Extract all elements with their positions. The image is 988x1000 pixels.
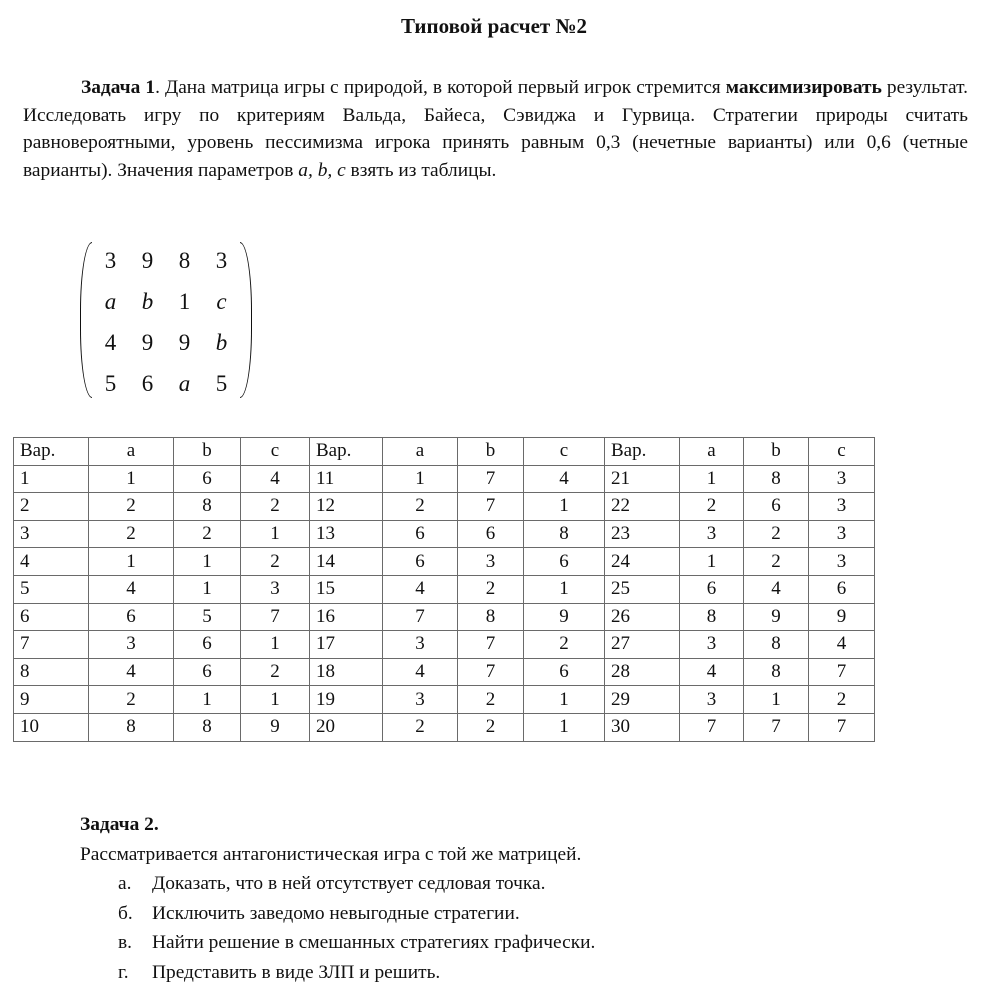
table-cell: 1 [241, 631, 310, 659]
table-cell: 12 [310, 493, 383, 521]
table-row [14, 520, 875, 548]
table-cell: 3 [680, 631, 744, 659]
table-cell: 8 [680, 603, 744, 631]
list-item [80, 928, 595, 958]
table-cell: 1 [14, 465, 89, 493]
matrix-cell: 3 [215, 247, 228, 273]
table-cell: 11 [310, 465, 383, 493]
variants-table [13, 437, 875, 742]
table-cell: 6 [383, 548, 458, 576]
table-cell: 1 [383, 465, 458, 493]
table-cell: 1 [524, 493, 605, 521]
table-cell: 6 [14, 603, 89, 631]
table-row [14, 658, 875, 686]
table-cell: 8 [524, 520, 605, 548]
table-cell: 8 [174, 713, 241, 741]
matrix-cell: 4 [104, 329, 117, 355]
table-cell: 2 [89, 493, 174, 521]
table-cell: 3 [14, 520, 89, 548]
table-cell: 2 [89, 520, 174, 548]
table-cell: 28 [605, 658, 680, 686]
table-cell: 9 [14, 686, 89, 714]
table-cell: 6 [680, 575, 744, 603]
column-header: Вар. [310, 438, 383, 466]
table-cell: 8 [89, 713, 174, 741]
list-marker: а. [118, 873, 132, 894]
task1-paragraph [23, 74, 968, 184]
table-cell: 1 [174, 686, 241, 714]
list-item [80, 958, 595, 988]
table-cell: 7 [458, 631, 524, 659]
table-cell: 6 [383, 520, 458, 548]
table-cell: 7 [744, 713, 809, 741]
list-item [80, 899, 595, 929]
table-cell: 2 [458, 713, 524, 741]
table-cell: 2 [809, 686, 875, 714]
table-cell: 7 [14, 631, 89, 659]
table-cell: 5 [14, 575, 89, 603]
table-cell: 5 [174, 603, 241, 631]
task1-text-2: результат. Исследовать игру по критериям Вальда, Байеса, Сэвиджа и Гурвица. Стратегии природы считать равновероятными, уровень пессимизма игрока принять равным 0,3 (нечетные варианты) или 0,6 (четные варианты). Значения параметров [23, 77, 968, 181]
table-cell: 30 [605, 713, 680, 741]
list-item [80, 869, 595, 899]
matrix-cell: 9 [141, 247, 154, 273]
table-cell: 2 [174, 520, 241, 548]
table-cell: 20 [310, 713, 383, 741]
table-row [14, 603, 875, 631]
table-cell: 8 [744, 465, 809, 493]
table-cell: 7 [809, 713, 875, 741]
table-cell: 19 [310, 686, 383, 714]
task2-intro: Рассматривается антагонистическая игра с той же матрицей. [80, 843, 582, 865]
table-cell: 4 [680, 658, 744, 686]
table-cell: 9 [524, 603, 605, 631]
table-cell: 1 [89, 465, 174, 493]
task2-label: Задача 2. [80, 814, 159, 835]
table-cell: 26 [605, 603, 680, 631]
table-cell: 1 [680, 465, 744, 493]
list-text: Представить в виде ЗЛП и решить. [152, 961, 441, 983]
table-cell: 2 [458, 575, 524, 603]
table-cell: 1 [680, 548, 744, 576]
list-marker: в. [118, 932, 133, 953]
table-cell: 3 [383, 631, 458, 659]
table-cell: 4 [14, 548, 89, 576]
table-cell: 2 [241, 658, 310, 686]
table-cell: 4 [744, 575, 809, 603]
table-row [14, 713, 875, 741]
table-row [14, 686, 875, 714]
column-header: a [89, 438, 174, 466]
table-cell: 1 [174, 575, 241, 603]
task1-emphasis: максимизировать [725, 77, 882, 98]
table-cell: 3 [89, 631, 174, 659]
table-header-row [14, 438, 875, 466]
table-cell: 18 [310, 658, 383, 686]
table-cell: 1 [89, 548, 174, 576]
table-cell: 3 [680, 686, 744, 714]
matrix-cell: 9 [141, 329, 154, 355]
list-text: Доказать, что в ней отсутствует седловая точка. [152, 873, 546, 894]
table-cell: 4 [383, 575, 458, 603]
table-cell: 9 [809, 603, 875, 631]
table-cell: 3 [809, 493, 875, 521]
table-cell: 8 [458, 603, 524, 631]
table-cell: 7 [458, 465, 524, 493]
table-cell: 17 [310, 631, 383, 659]
matrix-cell: 8 [178, 247, 191, 273]
matrix-cell: 5 [104, 370, 117, 396]
table-cell: 27 [605, 631, 680, 659]
matrix-cell: a [104, 288, 117, 314]
matrix-grid [92, 240, 240, 404]
table-cell: 2 [458, 686, 524, 714]
table-cell: 3 [458, 548, 524, 576]
table-cell: 6 [174, 658, 241, 686]
table-cell: 22 [605, 493, 680, 521]
table-cell: 3 [383, 686, 458, 714]
table-cell: 3 [241, 575, 310, 603]
table-cell: 4 [89, 658, 174, 686]
table-cell: 6 [89, 603, 174, 631]
table-cell: 6 [744, 493, 809, 521]
table-row [14, 631, 875, 659]
table-row [14, 548, 875, 576]
column-header: c [809, 438, 875, 466]
table-cell: 21 [605, 465, 680, 493]
matrix-cell: 5 [215, 370, 228, 396]
table-cell: 23 [605, 520, 680, 548]
table-cell: 9 [241, 713, 310, 741]
table-cell: 8 [744, 631, 809, 659]
table-cell: 7 [809, 658, 875, 686]
table-cell: 6 [809, 575, 875, 603]
table-cell: 7 [241, 603, 310, 631]
table-cell: 13 [310, 520, 383, 548]
table-cell: 3 [809, 520, 875, 548]
table-cell: 2 [241, 548, 310, 576]
table-cell: 7 [383, 603, 458, 631]
table-cell: 6 [174, 465, 241, 493]
table-row [14, 493, 875, 521]
table-cell: 3 [809, 548, 875, 576]
task2-list [80, 869, 595, 987]
table-cell: 3 [680, 520, 744, 548]
table-cell: 1 [524, 713, 605, 741]
table-cell: 6 [524, 658, 605, 686]
matrix-cell: 9 [178, 329, 191, 355]
table-cell: 14 [310, 548, 383, 576]
table-cell: 8 [744, 658, 809, 686]
table-cell: 9 [744, 603, 809, 631]
table-cell: 1 [174, 548, 241, 576]
right-parenthesis [240, 242, 252, 398]
column-header: Вар. [605, 438, 680, 466]
table-cell: 1 [524, 686, 605, 714]
table-cell: 10 [14, 713, 89, 741]
matrix-cell: 6 [141, 370, 154, 396]
table-cell: 2 [14, 493, 89, 521]
list-marker: б. [118, 902, 133, 924]
column-header: a [383, 438, 458, 466]
table-cell: 7 [458, 658, 524, 686]
table-cell: 2 [241, 493, 310, 521]
table-cell: 4 [89, 575, 174, 603]
table-cell: 7 [680, 713, 744, 741]
table-cell: 25 [605, 575, 680, 603]
table-cell: 1 [241, 686, 310, 714]
task1-label: Задача 1 [81, 77, 156, 98]
table-cell: 29 [605, 686, 680, 714]
table-cell: 4 [524, 465, 605, 493]
table-cell: 8 [14, 658, 89, 686]
task1-text-1: . Дана матрица игры с природой, в которой первый игрок стремится [155, 77, 726, 98]
table-cell: 16 [310, 603, 383, 631]
page-title: Типовой расчет №2 [400, 14, 588, 38]
table-cell: 2 [383, 713, 458, 741]
table-cell: 1 [241, 520, 310, 548]
matrix-cell: 3 [104, 247, 117, 273]
table-cell: 6 [524, 548, 605, 576]
table-cell: 2 [89, 686, 174, 714]
task1-text-3: взять из таблицы. [345, 159, 497, 181]
table-cell: 6 [458, 520, 524, 548]
task1-params: a, b, c [298, 159, 346, 181]
column-header: c [524, 438, 605, 466]
table-cell: 2 [680, 493, 744, 521]
table-cell: 2 [744, 520, 809, 548]
list-marker: г. [118, 961, 129, 983]
table-cell: 6 [174, 631, 241, 659]
matrix-cell: b [215, 329, 228, 355]
table-cell: 2 [744, 548, 809, 576]
table-cell: 8 [174, 493, 241, 521]
table-row [14, 465, 875, 493]
task2-section [80, 810, 595, 987]
matrix-cell: c [216, 288, 227, 314]
matrix-cell: a [178, 370, 191, 396]
table-row [14, 575, 875, 603]
column-header: b [744, 438, 809, 466]
list-text: Исключить заведомо невыгодные стратегии. [152, 902, 520, 924]
table-cell: 1 [744, 686, 809, 714]
matrix-cell: b [141, 288, 154, 314]
table-cell: 3 [809, 465, 875, 493]
table-cell: 2 [524, 631, 605, 659]
table-cell: 4 [809, 631, 875, 659]
list-text: Найти решение в смешанных стратегиях графически. [152, 932, 596, 953]
table-cell: 4 [241, 465, 310, 493]
game-matrix [80, 240, 252, 402]
column-header: b [174, 438, 241, 466]
table-cell: 2 [383, 493, 458, 521]
table-cell: 4 [383, 658, 458, 686]
matrix-cell: 1 [178, 288, 191, 314]
table-cell: 7 [458, 493, 524, 521]
column-header: c [241, 438, 310, 466]
left-parenthesis [80, 242, 92, 398]
column-header: b [458, 438, 524, 466]
column-header: a [680, 438, 744, 466]
table-cell: 1 [524, 575, 605, 603]
table-cell: 24 [605, 548, 680, 576]
table-cell: 15 [310, 575, 383, 603]
column-header: Вар. [14, 438, 89, 466]
